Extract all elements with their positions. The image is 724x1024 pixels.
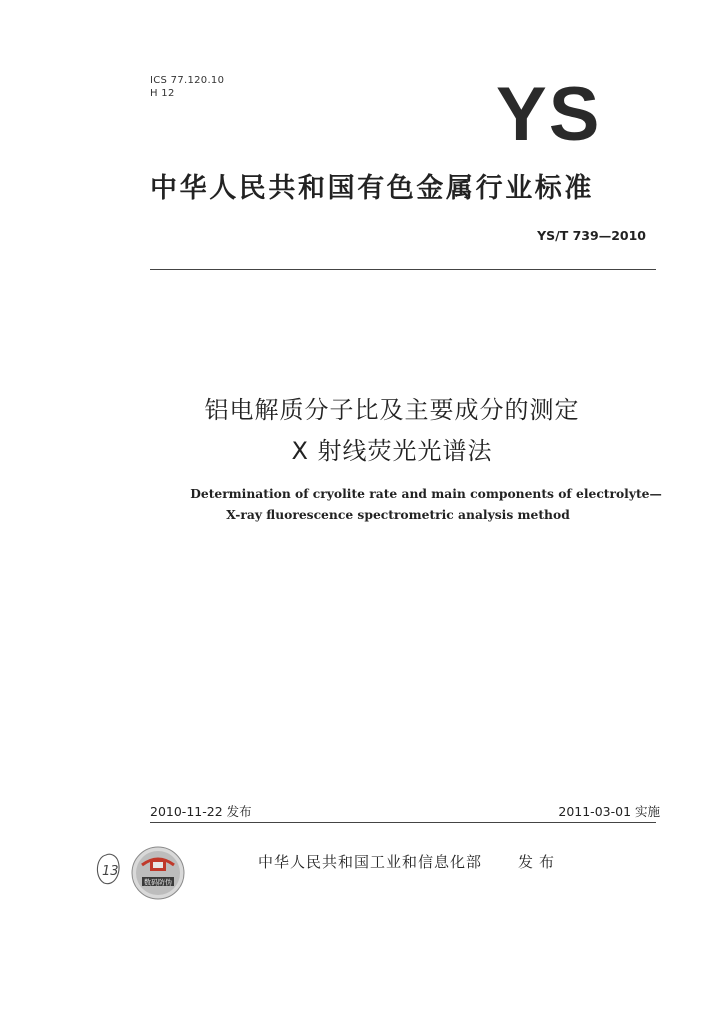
title-zh-line2: X 射线荧光光谱法 <box>291 437 493 465</box>
title-zh-line1: 铝电解质分子比及主要成分的测定 <box>204 396 580 424</box>
title-en-line1: Determination of cryolite rate and main components of electrolyte— <box>190 486 662 501</box>
ys-logo <box>496 80 626 146</box>
classification-codes <box>150 74 224 100</box>
ics-code: ICS 77.120.10 <box>150 75 225 86</box>
publish-label: 发布 <box>518 853 561 871</box>
title-en-line2: X-ray fluorescence spectrometric analysis method <box>226 507 570 522</box>
implementation-date: 2011-03-01 实施 <box>558 804 660 819</box>
ccs-code: H 12 <box>150 88 175 99</box>
seal-emblem-icon <box>132 847 184 899</box>
industry-standard-title: 中华人民共和国有色金属行业标准 <box>150 173 594 204</box>
bottom-divider <box>150 822 656 823</box>
svg-text:13: 13 <box>102 864 119 879</box>
seal-label: 数码防伪 <box>144 878 172 887</box>
top-divider <box>150 269 656 270</box>
standard-number: YS/T 739—2010 <box>537 228 646 243</box>
handwritten-mark-icon <box>97 854 119 883</box>
issue-date: 2010-11-22 发布 <box>150 804 252 819</box>
logo-text: YS <box>496 80 602 146</box>
publisher-name: 中华人民共和国工业和信息化部 <box>258 853 483 871</box>
anti-counterfeit-seal <box>92 843 192 903</box>
